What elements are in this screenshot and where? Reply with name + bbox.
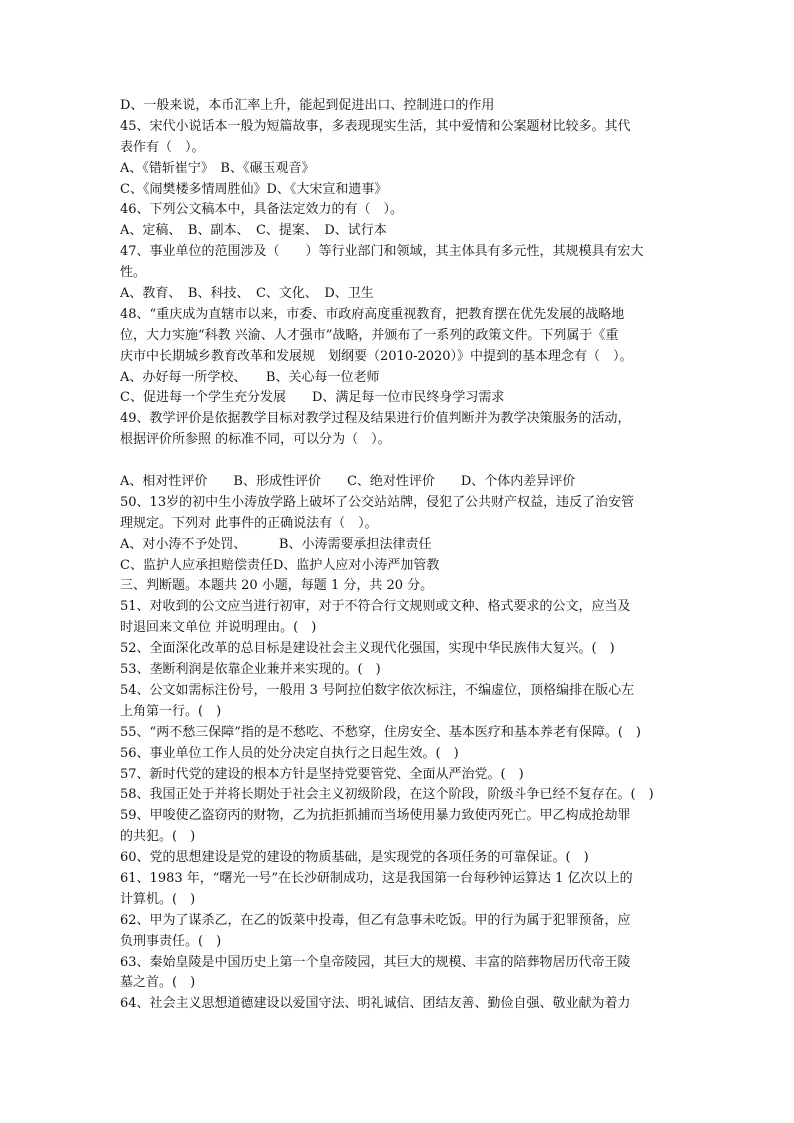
option-line: A、定稿、 B、副本、 C、提案、 D、试行本 <box>120 223 387 239</box>
question-57: 57、新时代党的建设的根本方针是坚持党要管党、全面从严治党。( ) <box>120 766 524 782</box>
text-line: D、一般来说，本币汇率上升，能起到促进出口、控制进口的作用 <box>120 98 495 113</box>
option-line: A、《错斩崔宁》 B、《碾玉观音》 <box>120 160 315 176</box>
question-54: 54、公文如需标注份号，一般用 3 号阿拉伯数字依次标注，不编虚位，顶格编排在版心左 <box>120 682 635 698</box>
question-55: 55、“两不愁三保障”指的是不愁吃、不愁穿，住房安全、基本医疗和基本养老有保障。( ) <box>120 724 641 740</box>
question-48: 48、“重庆成为直辖市以来，市委、市政府高度重视教育，把教育摆在优先发展的战略地 <box>120 306 625 322</box>
question-56: 56、事业单位工作人员的处分决定自执行之日起生效。( ) <box>120 745 459 761</box>
option-line: A、教育、 B、科技、 C、文化、 D、卫生 <box>120 286 374 302</box>
text-line: 时退回来文单位 并说明理由。( ) <box>120 620 317 636</box>
option-line: C、《闹樊楼多情周胜仙》D、《大宋宣和遗事》 <box>120 181 388 197</box>
text-line: 负刑事责任。( ) <box>120 933 222 949</box>
text-line: 上角第一行。( ) <box>120 703 222 719</box>
section-heading: 三、判断题。本题共 20 小题，每题 1 分，共 20 分。 <box>120 578 434 594</box>
question-64: 64、社会主义思想道德建设以爱国守法、明礼诚信、团结友善、勤俭自强、敬业献为着力 <box>120 996 631 1012</box>
question-61: 61、1983 年，“曙光一号”在长沙研制成功，这是我国第一台每秒钟运算达 1 亿次以上的 <box>120 870 633 886</box>
text-line: 表作有（ ）。 <box>120 139 205 155</box>
question-45: 45、宋代小说话本一般为短篇故事，多表现现实生活，其中爱情和公案题材比较多。其代 <box>120 118 631 134</box>
question-52: 52、全面深化改革的总目标是建设社会主义现代化强国，实现中华民族伟大复兴。( ) <box>120 641 615 657</box>
question-60: 60、党的思想建设是党的建设的物质基础，是实现党的各项任务的可靠保证。( ) <box>120 850 589 866</box>
text-line: 根据评价所参照 的标准不同，可以分为（ ）。 <box>120 432 391 448</box>
question-53: 53、垄断利润是依靠企业兼并来实现的。( ) <box>120 662 381 678</box>
blank-line <box>120 451 680 472</box>
option-line: A、对小涛不予处罚、 B、小涛需要承担法律责任 <box>120 536 432 552</box>
option-line: C、促进每一个学生充分发展 D、满足每一位市民终身学习需求 <box>120 390 505 406</box>
option-line: A、相对性评价 B、形成性评价 C、绝对性评价 D、个体内差异评价 <box>120 474 576 490</box>
text-line: 的共犯。( ) <box>120 829 196 845</box>
option-line: C、监护人应承担赔偿责任D、监护人应对小涛严加管教 <box>120 557 440 573</box>
text-line: 性。 <box>120 265 147 281</box>
question-63: 63、秦始皇陵是中国历史上第一个皇帝陵园，其巨大的规模、丰富的陪葬物居历代帝王陵 <box>120 954 631 970</box>
question-59: 59、甲唆使乙盗窃丙的财物，乙为抗拒抓捕而当场使用暴力致使丙死亡。甲乙构成抢劫罪 <box>120 808 631 824</box>
question-46: 46、下列公文稿本中，具备法定效力的有（ ）。 <box>120 202 404 218</box>
question-62: 62、甲为了谋杀乙，在乙的饭菜中投毒，但乙有急事未吃饭。甲的行为属于犯罪预备，应 <box>120 912 631 928</box>
text-line: 庆市中长期城乡教育改革和发展规 划纲要（2010-2020）》中提到的基本理念有（ ）。 <box>120 348 633 364</box>
document-page <box>120 96 680 1015</box>
question-47: 47、事业单位的范围涉及（ ）等行业部门和领域，其主体具有多元性，其规模具有宏大 <box>120 244 644 260</box>
question-51: 51、对收到的公文应当进行初审，对于不符合行文规则或文种、格式要求的公文，应当及 <box>120 599 631 615</box>
text-line: 理规定。下列对 此事件的正确说法有（ ）。 <box>120 515 378 531</box>
question-49: 49、教学评价是依据教学目标对教学过程及结果进行价值判断并为教学决策服务的活动， <box>120 411 631 427</box>
text-line: 墓之首。( ) <box>120 975 196 991</box>
text-line: 位，大力实施“科教 兴渝、人才强市”战略，并颁布了一系列的政策文件。下列属于《重 <box>120 327 619 343</box>
question-58: 58、我国正处于并将长期处于社会主义初级阶段，在这个阶段，阶级斗争已经不复存在。( ) <box>120 787 654 803</box>
text-line: 计算机。( ) <box>120 891 196 907</box>
question-50: 50、13岁的初中生小涛放学路上破坏了公交站站牌，侵犯了公共财产权益，违反了治安管 <box>120 494 635 510</box>
option-line: A、办好每一所学校、 B、关心每一位老师 <box>120 369 380 385</box>
